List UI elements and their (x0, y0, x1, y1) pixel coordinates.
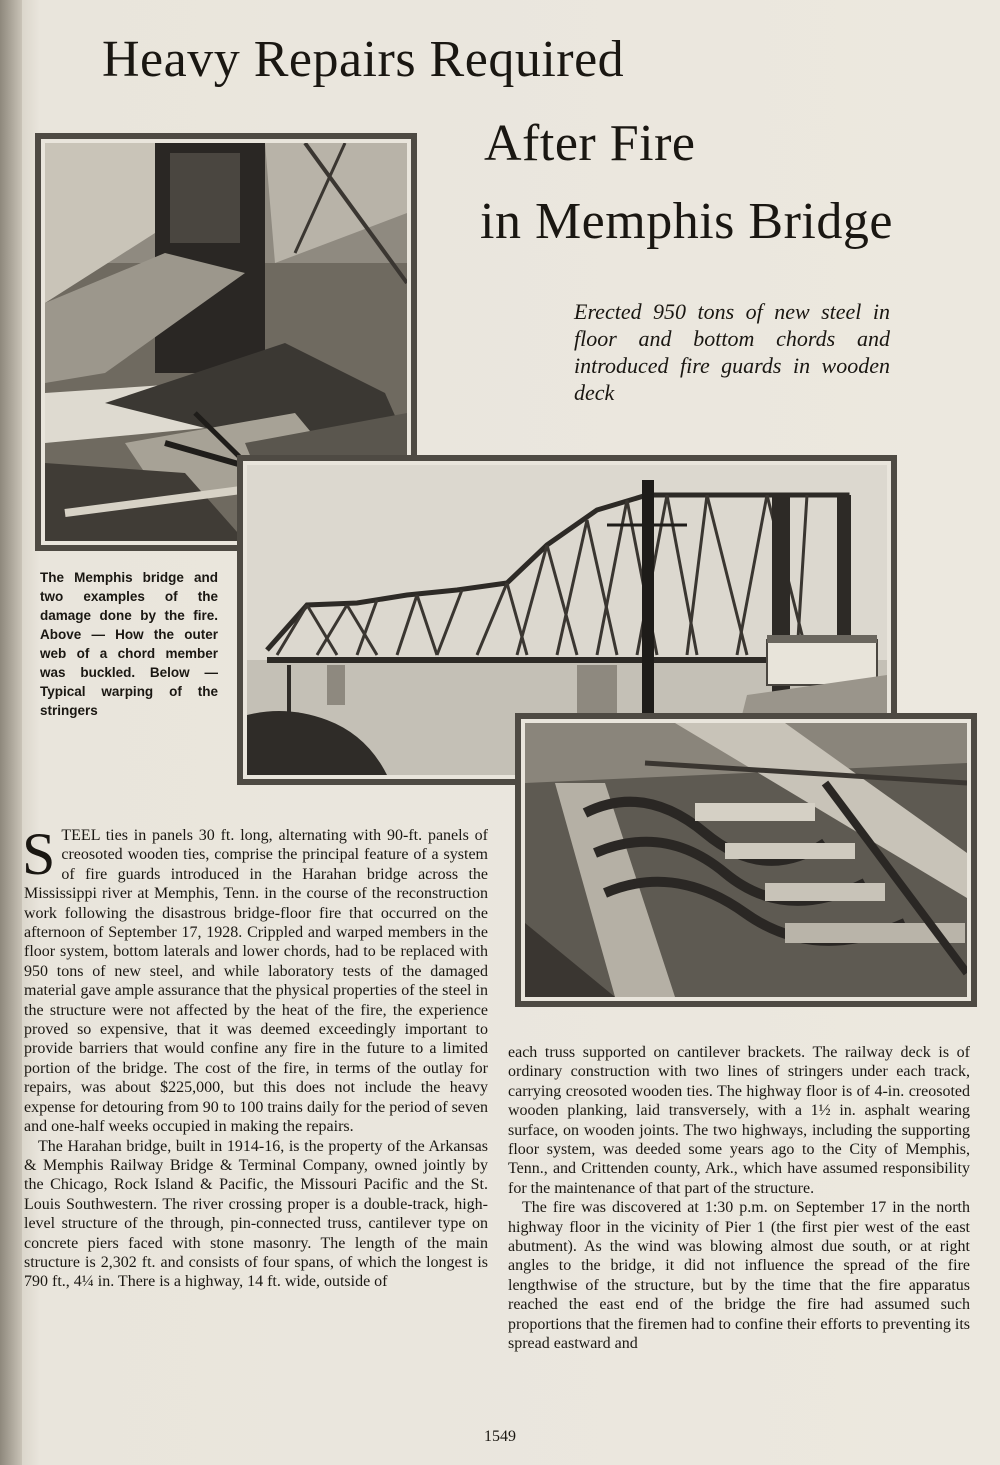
title-line-1: Heavy Repairs Required (102, 31, 625, 88)
article-paragraph-4: The fire was discovered at 1:30 p.m. on September 17 in the north highway floor in the vicinity of Pier 1 (the first pier west of the east abutment). As the wind was blowing almost due south, or at right angles to the bridge, it did not influence the spread of the fire lengthwise of the structure, but by the time that the fire apparatus reached the east end of the bridge the fire had assumed such proportions that the firemen had to confine their efforts to preventing its spread eastward and (508, 1199, 970, 1353)
photo-caption: The Memphis bridge and two examples of the damage done by the fire. Above — How the outer web of a chord member was buckled. Below —Typical warping of the stringers (40, 570, 218, 718)
article-subhead: Erected 950 tons of new steel in floor and bottom chords and introduced fire guards in wooden deck (574, 299, 890, 405)
title-line-3: in Memphis Bridge (480, 193, 893, 250)
article-column-left (22, 821, 488, 1292)
binding-shadow (0, 0, 22, 1465)
title-line-2: After Fire (484, 115, 696, 172)
warped-stringers-photo (515, 713, 977, 1007)
article-paragraph-1 (22, 821, 488, 1137)
article-paragraph-1-text: TEEL ties in panels 30 ft. long, alternating with 90-ft. panels of creosoted wooden ties, comprise the principal feature of a system of fire guards introduced in the Harahan bridge across the Mississippi river at Memphis, Tenn. in the course of the reconstruction work following the disastrous bridge-floor fire that occurred on the afternoon of September 17, 1928. Crippled and warped members in the floor system, bottom laterals and lower chords, had to be replaced with 950 tons of new steel, and while laboratory tests of the damaged material gave ample assurance that the physical properties of the steel in the structure were not affected by the heat of the fire, the experience proved so expensive, that it was deemed exceedingly important to provide barriers that would confine any fire in the future to a limited portion of the bridge. The cost of the fire, in terms of the outlay for repairs, was about $225,000, but this does not include the heavy expense for detouring from 90 to 100 trains daily for the period of seven and one-half weeks occupied in making the repairs. (24, 827, 488, 1136)
page-number: 1549 (484, 1428, 516, 1445)
warped-stringers-illustration (525, 723, 967, 997)
article-paragraph-2: The Harahan bridge, built in 1914-16, is the property of the Arkansas & Memphis Railway Bridge & Terminal Company, owned jointly by the Chicago, Rock Island & Pacific, the Missouri Pacific and the St. Louis Southwestern. The river crossing proper is a double-track, high-level structure of the through, pin-connected truss, cantilever type on concrete piers faced with stone masonry. The length of the main structure is 2,302 ft. and consists of four spans, of which the longest is 790 ft., 4¼ in. There is a highway, 14 ft. wide, outside of (24, 1137, 488, 1291)
article-column-right (508, 1043, 970, 1354)
drop-cap: S (22, 821, 56, 887)
article-paragraph-3: each truss supported on cantilever brackets. The railway deck is of ordinary construction with two lines of stringers under each track, carrying creosoted wooden ties. The highway floor is of 4-in. creosoted wooden planking, laid transversely, with a 1½ in. asphalt wearing surface, on wooden joints. The two highways, including the supporting floor system, was deeded some years ago to the City of Memphis, Tenn., and Crittenden county, Ark., which have assumed responsibility for the maintenance of that part of the structure. (508, 1044, 970, 1197)
